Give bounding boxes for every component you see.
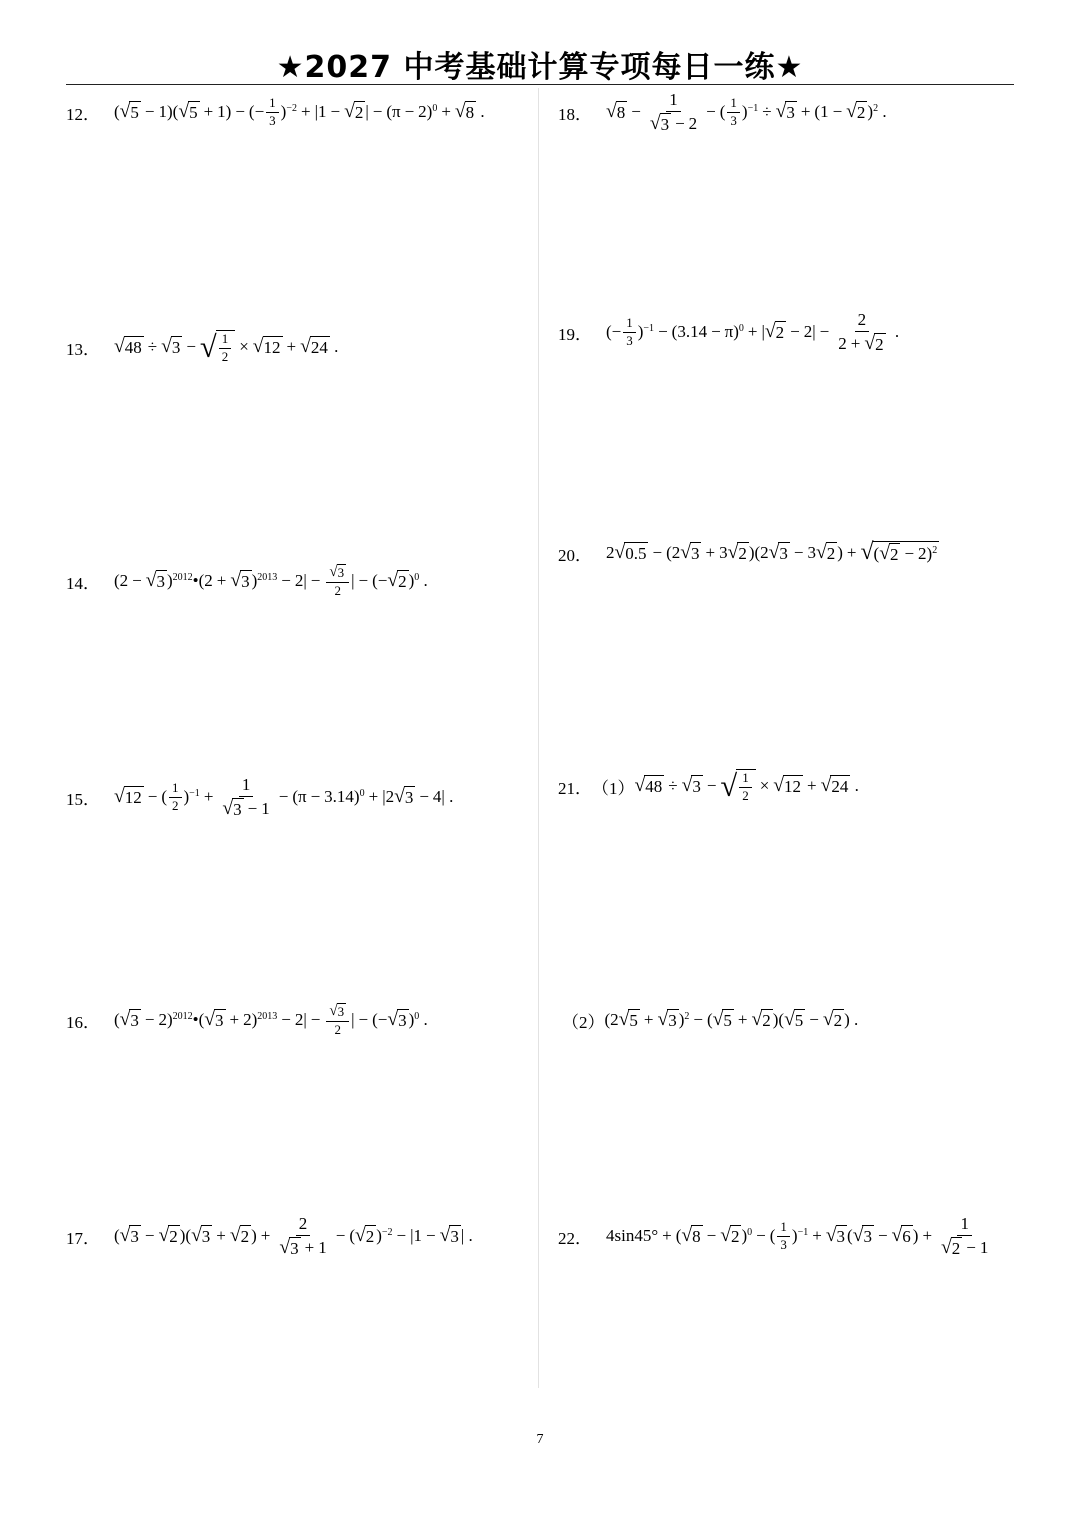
problem-number: 18． — [558, 104, 592, 124]
problem-16 — [66, 990, 428, 1050]
expression: (2 √ 5 + √ 3 ) $^2$ − ( √ 5 + √ 2 )( √ 5 − √ 2 ) . — [604, 1009, 859, 1031]
problem-15 — [66, 767, 453, 827]
expression: √ 48 ÷ √ 3 − √ $\frac{1}{2}$ × √ 12 + √ 24 . — [634, 768, 859, 803]
expression: (− $\frac{1}{3}$ ) $^{-1}$ − (3.14 − π) $^0$ + | √ 2 − 2| − 2 2 + √ 2 . — [606, 309, 900, 354]
problem-18 — [558, 82, 887, 142]
problem-number: 19． — [558, 324, 592, 344]
column-divider — [538, 88, 539, 1388]
expression: (2 − √ 3 ) $^{2012}$ •(2 + √ 3 ) $^{2013}$ − 2| − √ 3 2 | − (− √ 2 ) $^0$ . — [114, 563, 428, 598]
problem-number: 21． — [558, 778, 592, 798]
problem-number: 15． — [66, 789, 100, 809]
page-number: 7 — [536, 1432, 544, 1447]
expression: ( √ 3 − 2) $^{2012}$ •( √ 3 + 2) $^{2013}$ − 2| − √ 3 2 | − (− √ 3 ) $^0$ . — [114, 1002, 428, 1037]
expression: ( √ 5 − 1)( √ 5 + 1) − (− $\frac{1}{3}$ ) $^{-2}$ + |1 − √ 2 | − (π − 2) $^0$ + √ 8 . — [114, 94, 485, 128]
problem-13 — [66, 317, 338, 377]
page-title: ★2027 中考基础计算专项每日一练★ — [276, 50, 804, 85]
expression: 4sin45° + ( √ 8 − √ 2 ) $^0$ − ( $\frac{1}{3}$ ) $^{-1}$ + √ 3 ( √ 3 − √ 6 ) + 1 √ 2 − 1 — [606, 1213, 989, 1258]
expression: √ 48 ÷ √ 3 − √ $\frac{1}{2}$ × √ 12 + √ 24 . — [114, 329, 339, 364]
problem-number: 20． — [558, 545, 592, 565]
problem-number: 17． — [66, 1228, 100, 1248]
problem-number: 14． — [66, 573, 100, 593]
expression: √ 8 − 1 √ 3 − 2 − ( $\frac{1}{3}$ ) $^{-1}$ ÷ √ 3 + (1 − √ 2 ) $^2$ . — [606, 89, 887, 134]
problem-14 — [66, 551, 428, 611]
problem-17 — [66, 1206, 473, 1266]
problem-21 — [558, 756, 859, 816]
problem-number: 13． — [66, 339, 100, 359]
problem-21-part-2 — [562, 990, 858, 1050]
problem-number: 12． — [66, 104, 100, 124]
problem-12 — [66, 82, 485, 142]
expression: ( √ 3 − √ 2 )( √ 3 + √ 2 ) + 2 √ 3 + 1 − ( √ 2 ) $^{-2}$ − |1 − √ 3 | . — [114, 1213, 473, 1258]
problem-part-label: （1） — [592, 778, 635, 798]
problem-19 — [558, 302, 899, 362]
problem-number: 16． — [66, 1012, 100, 1032]
expression: √ 12 − ( $\frac{1}{2}$ ) $^{-1}$ + 1 √ 3 − 1 − (π − 3.14) $^0$ + |2 √ 3 − 4| . — [114, 774, 454, 819]
problem-22 — [558, 1206, 993, 1266]
expression: 2 √ 0.5 − (2 √ 3 + 3 √ 2 )(2 √ 3 − 3 √ 2 ) + √ ( √ 2 − 2) $^2$ — [606, 539, 938, 566]
problem-part-label: （2） — [562, 1012, 605, 1032]
problem-20 — [558, 523, 939, 583]
problem-number: 22． — [558, 1228, 592, 1248]
